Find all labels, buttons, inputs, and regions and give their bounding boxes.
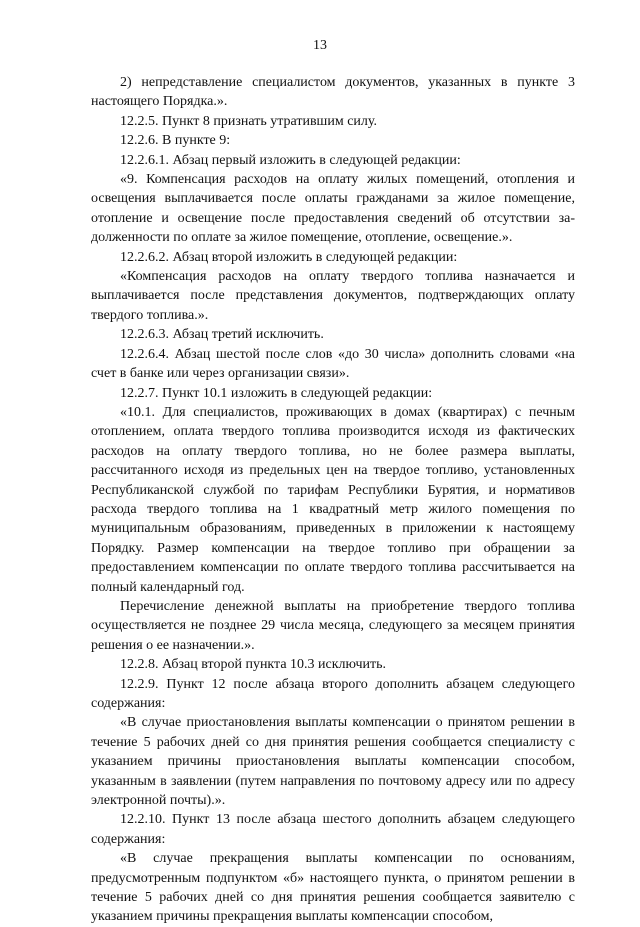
paragraph: 2) непредставление специалистом документов, указанных в пункте 3 настоящего Порядка.». <box>91 75 575 110</box>
paragraph: 12.2.6.3. Абзац третий исключить. <box>120 327 324 343</box>
paragraph: «10.1. Для специалистов, проживающих в домах (квартирах) с печным отоплением, оплата твердого топлива производится исходя из фактических расходов на оплату твердого топлива, но не более размера выплаты, рассчитанного исходя из предельных цен на твердое топливо, установленных Республиканской службой по тарифам Республики Бурятия, и нормативов расхода твердого топлива на 1 квадратный метр жилого помещения по муниципальным образованиям, приведенных в приложении к настоящему Порядку. Размер компенсации на твердое топливо при обращении за предоставлением компенсации по оплате твердого топлива рассчитывается на полный календарный год. <box>91 404 575 595</box>
paragraph: 12.2.10. Пункт 13 после абзаца шестого дополнить абзацем следующего содержания: <box>91 812 575 847</box>
paragraph: «В случае приостановления выплаты компенсации о принятом решении в течение 5 рабочих дней со дня принятия решения сообщается специалисту с указанием причины приостановления выплаты компенсации способом, указанным в заявлении (путем направления по почтовому адресу или по адресу электронной почты).». <box>91 715 575 809</box>
paragraph: 12.2.8. Абзац второй пункта 10.3 исключить. <box>120 657 387 673</box>
paragraph: «9. Компенсация расходов на оплату жилых помещений, отопления и освещения выплачивается после оплаты гражданами за жилое помещение, отопление и освещение после предоставления сведений об отсутствии задолженности по оплате за жилое помещение, отопление, освещение.». <box>91 172 575 246</box>
paragraph: 12.2.7. Пункт 10.1 изложить в следующей редакции: <box>120 385 433 401</box>
paragraph: «Компенсация расходов на оплату твердого топлива назначается и выплачивается после представления документов, подтверждающих оплату твердого топлива.». <box>91 269 575 323</box>
page-number: 13 <box>313 38 327 53</box>
paragraph: Перечисление денежной выплаты на приобретение твердого топлива осуществляется не позднее 29 числа месяца, следующего за месяцем принятия решения о ее назначении.». <box>91 598 575 653</box>
paragraph: 12.2.5. Пункт 8 признать утратившим силу. <box>120 113 377 129</box>
paragraph: «В случае прекращения выплаты компенсации по основаниям, предусмотренным подпунктом «б» настоящего пункта, о принятом решении в течение 5 рабочих дней со дня принятия решения сообщается заявителю с указанием причины прекращения выплаты компенсации способом, <box>91 851 575 925</box>
paragraph: 12.2.6. В пункте 9: <box>120 133 231 149</box>
paragraph: 12.2.6.2. Абзац второй изложить в следующей редакции: <box>120 249 458 265</box>
document-body <box>91 73 575 927</box>
paragraph: 12.2.6.4. Абзац шестой после слов «до 30 числа» дополнить словами «на счет в банке или через организации связи». <box>91 346 575 382</box>
paragraph: 12.2.6.1. Абзац первый изложить в следующей редакции: <box>120 152 461 168</box>
paragraph: 12.2.9. Пункт 12 после абзаца второго дополнить абзацем следующего содержания: <box>91 676 575 711</box>
